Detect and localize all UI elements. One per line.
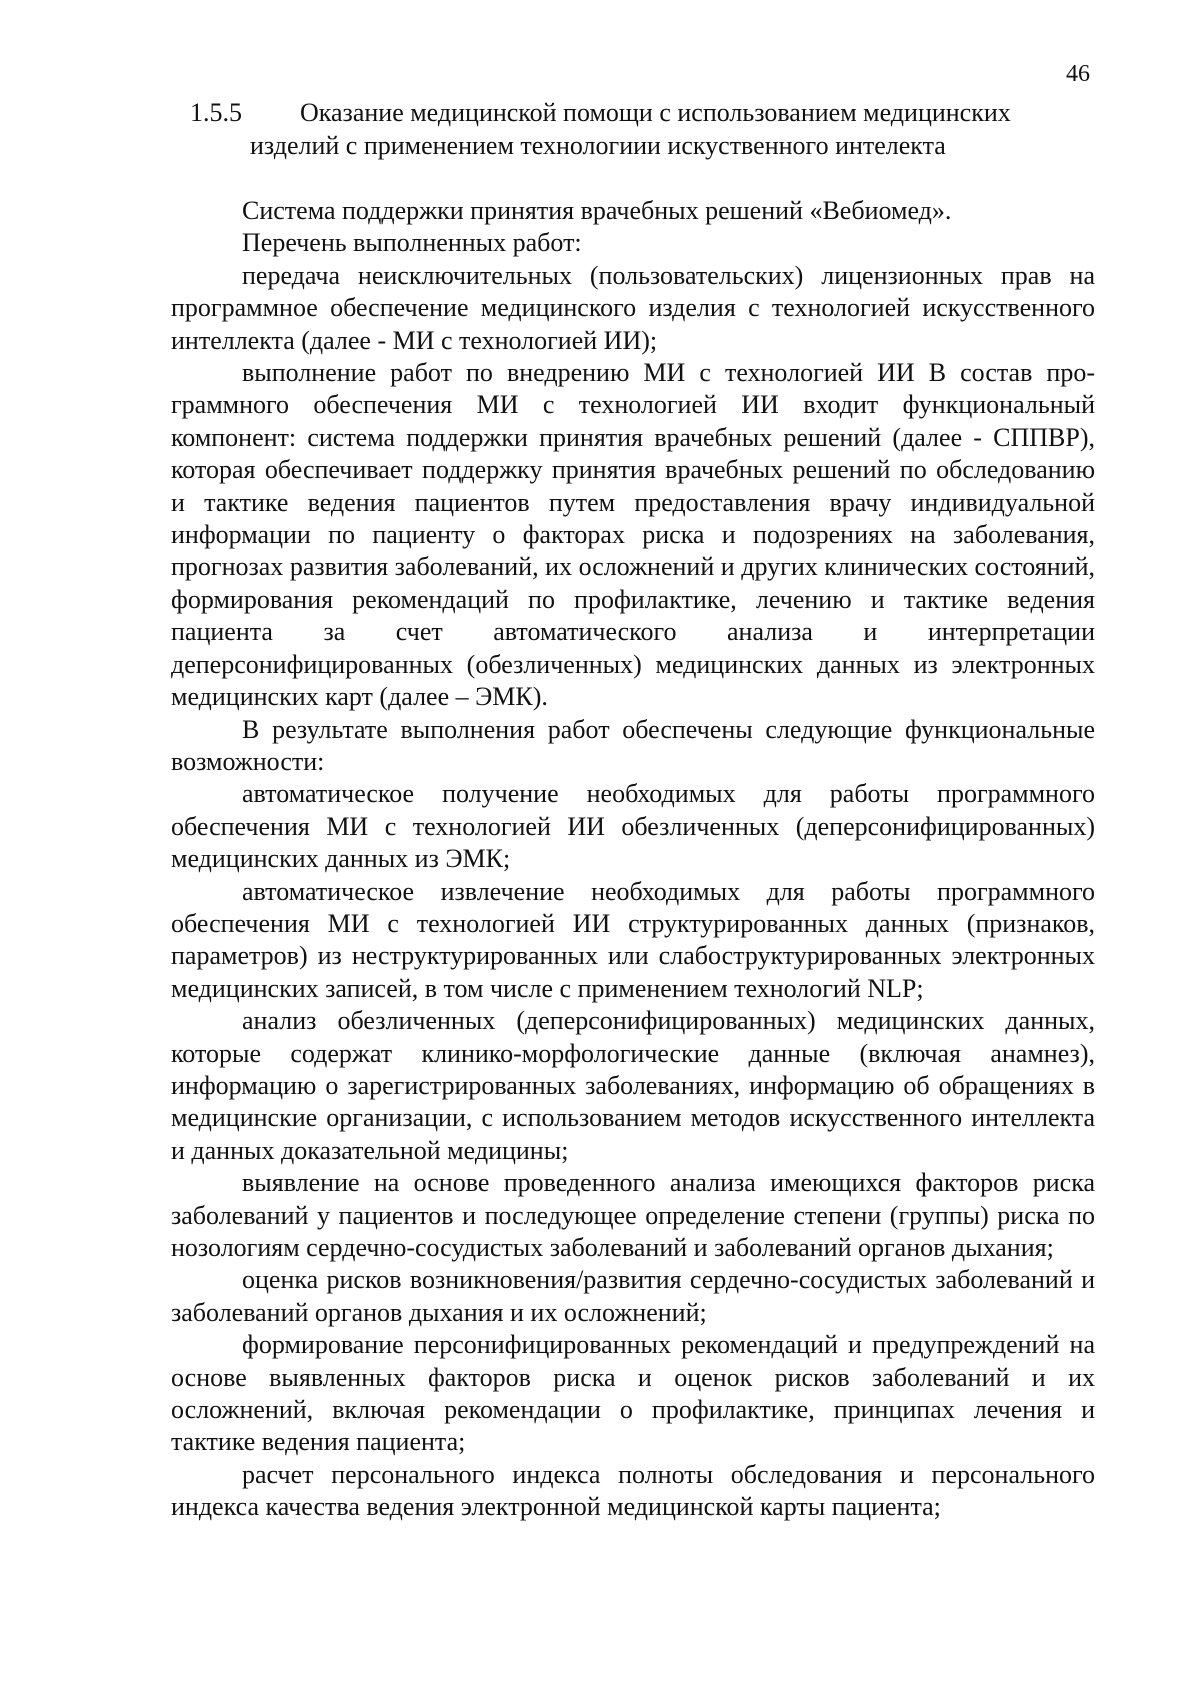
paragraph: В результате выполнения работ обеспечены следующие функциональные возможности: — [171, 714, 1095, 776]
section-title-line-2: изделий с применением технологиии искуственного интелекта — [250, 131, 946, 160]
paragraph: автоматическое получение необходимых для работы программного обеспечения МИ с технологией ИИ обезличенных (деперсонифицированных) медицинских данных из ЭМК; — [171, 779, 1095, 874]
paragraph: автоматическое извлечение необходимых для работы программного обеспечения МИ с технологией ИИ структурированных данных (признаков, параметров) из неструктурированных или слабоструктурированных электронных медицинских записей, в том числе с применением технологий NLP; — [171, 876, 1095, 1003]
paragraph: формирование персонифицированных рекомендаций и предупреждений на основе выявленных факторов риска и оценок рисков заболеваний и их осложнений, включая рекомендации о профилактике, принципах лечения и тактике ведения пациента; — [171, 1330, 1095, 1457]
paragraph: передача неисключительных (пользовательских) лицензионных прав на программное обеспечение медицинского изделия с технологией искусственного интеллекта (далее - МИ с технологией ИИ); — [171, 260, 1095, 355]
section-number: 1.5.5 — [190, 98, 242, 127]
paragraph: оценка рисков возникновения/развития сердечно-сосудистых заболеваний и заболеваний органов дыхания и их осложнений; — [171, 1265, 1095, 1327]
document-body — [171, 195, 1095, 1524]
paragraph: выполнение работ по внедрению МИ с технологией ИИ В состав программного обеспечения МИ с технологией ИИ входит функциональный компонент: система поддержки принятия врачебных решений (далее - СППВР), которая обеспечивает поддержку принятия врачебных решений по обследованию и тактике ведения пациентов путем предоставления врачу индивидуальной информации по пациенту о факторах риска и подозрениях на заболевания, прогнозах развития заболеваний, их осложнений и других клинических состояний, формирования рекомендаций по профилактике, лечению и тактике ведения пациента за счет автоматического анализа и интерпретации деперсонифицированных (обезличенных) медицинских данных из электронных медицинских карт (далее – ЭМК). — [171, 358, 1095, 712]
paragraph: анализ обезличенных (деперсонифицированных) медицинских данных, которые содержат клинико-морфологические данные (включая анамнез), информацию о зарегистрированных заболеваниях, информацию об обращениях в медицинские организации, с использованием методов искусственного интеллекта и данных доказательной медицины; — [171, 1006, 1095, 1165]
paragraph: расчет персонального индекса полноты обследования и персонального индекса качества ведения электронной медицинской карты пациента; — [171, 1459, 1095, 1522]
paragraph: Перечень выполненных работ: — [242, 228, 582, 258]
paragraph: выявление на основе проведенного анализа имеющихся факторов риска заболеваний у пациентов и последующее определение степени (группы) риска по нозологиям сердечно-сосудистых заболеваний и заболеваний органов дыхания; — [171, 1168, 1095, 1262]
paragraph: Система поддержки принятия врачебных решений «Вебиомед». — [242, 196, 952, 225]
section-title-line-1: Оказание медицинской помощи с использованием медицинских — [300, 98, 1011, 127]
section-heading-line-1 — [190, 96, 1090, 129]
section-heading — [190, 96, 1090, 162]
page-number: 46 — [1066, 61, 1090, 87]
